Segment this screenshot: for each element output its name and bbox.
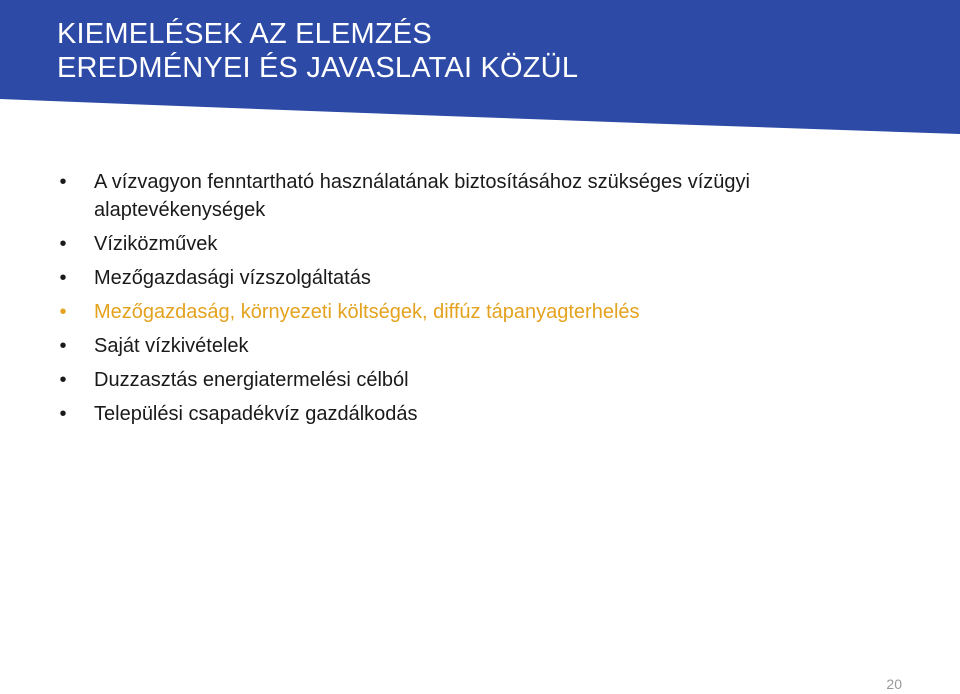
- bullet-dot-icon: •: [59, 267, 67, 289]
- slide-title-line-2: EREDMÉNYEI ÉS JAVASLATAI KÖZÜL: [57, 52, 579, 84]
- bullet-text: Víziközművek: [94, 233, 218, 255]
- bullet-list: [56, 168, 906, 434]
- slide-title: [57, 17, 578, 85]
- bullet-item: [56, 230, 906, 258]
- page-number: 20: [886, 676, 902, 692]
- bullet-dot-icon: •: [59, 233, 67, 255]
- slide-title-line-1: KIEMELÉSEK AZ ELEMZÉS: [57, 18, 432, 50]
- bullet-item: [56, 366, 906, 394]
- bullet-text: Duzzasztás energiatermelési célból: [94, 369, 409, 391]
- bullet-dot-icon: •: [59, 403, 67, 425]
- bullet-dot-icon: •: [59, 171, 67, 193]
- bullet-item: [56, 332, 906, 360]
- bullet-item: [56, 168, 906, 224]
- bullet-item-highlighted: [56, 298, 906, 326]
- bullet-text: Mezőgazdasági vízszolgáltatás: [94, 267, 371, 289]
- bullet-text: Mezőgazdaság, környezeti költségek, diffúz tápanyagterhelés: [94, 301, 640, 323]
- bullet-dot-icon: •: [59, 335, 67, 357]
- bullet-text: A vízvagyon fenntartható használatának biztosításához szükséges vízügyi alaptevékenységek: [94, 171, 750, 221]
- bullet-text: Települési csapadékvíz gazdálkodás: [94, 403, 418, 425]
- bullet-item: [56, 400, 906, 428]
- bullet-dot-icon: •: [59, 369, 67, 391]
- bullet-dot-icon: •: [59, 301, 67, 323]
- bullet-item: [56, 264, 906, 292]
- bullet-text: Saját vízkivételek: [94, 335, 249, 357]
